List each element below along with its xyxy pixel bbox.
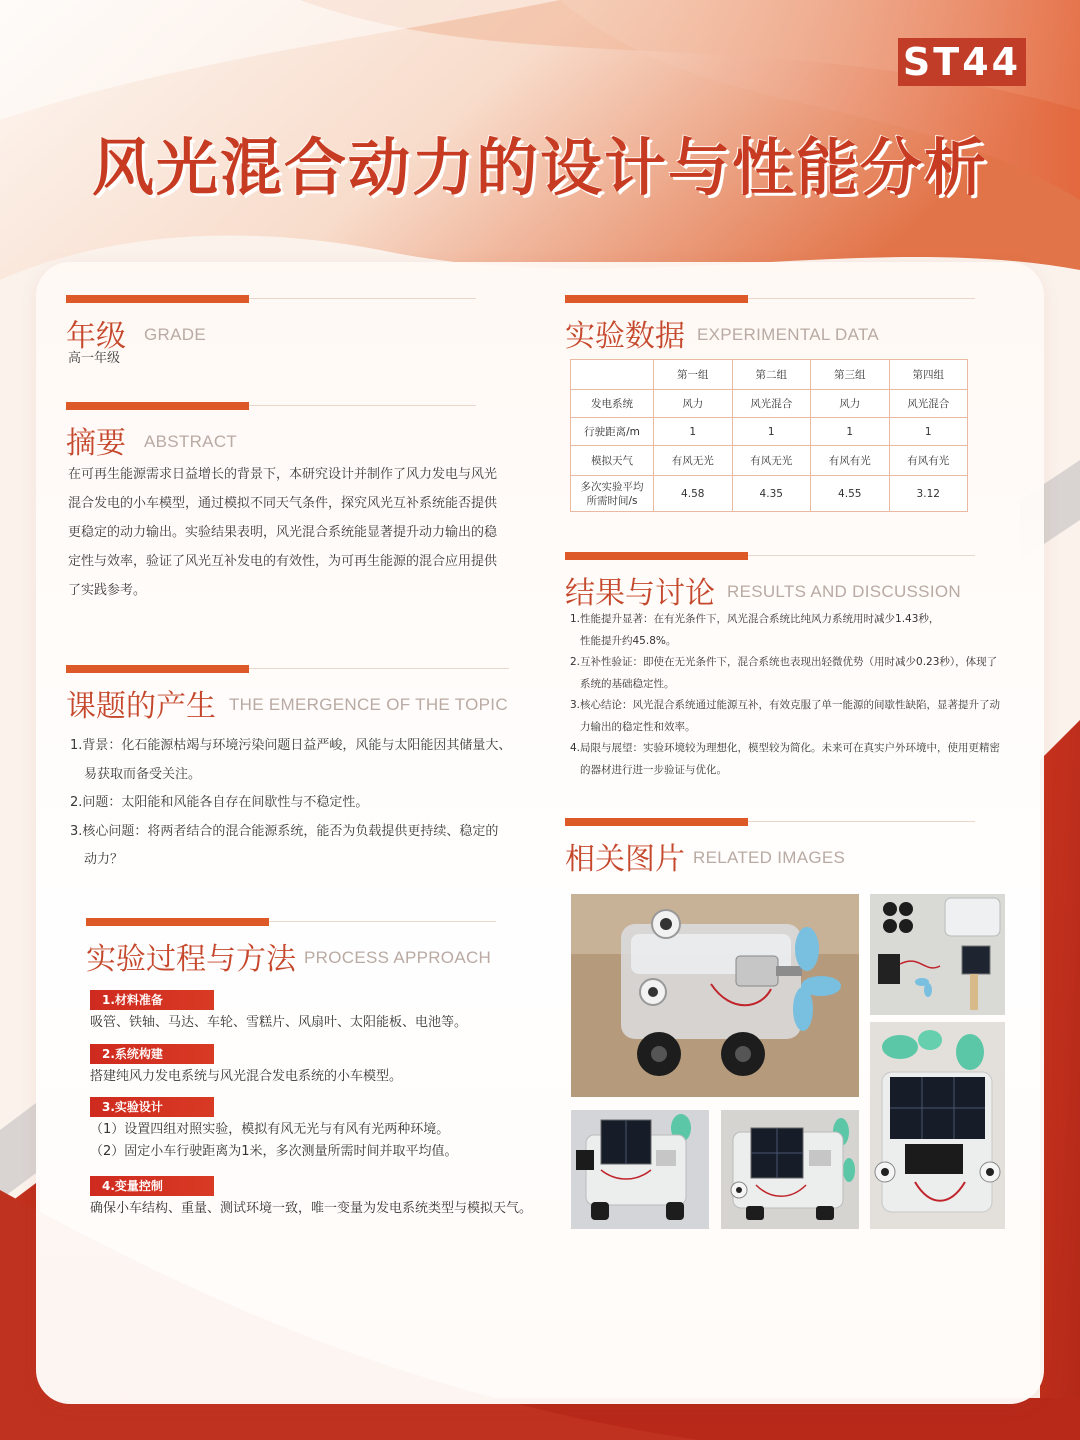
section-title-cn: 实验过程与方法 [86,942,296,977]
section-topic-header [66,665,526,724]
section-title-en: ABSTRACT [144,432,238,451]
table-cell: 风力 [654,390,733,418]
topic-item [70,818,530,875]
table-cell: 风光混合 [732,390,811,418]
photo-solar-car-front [870,1022,1005,1229]
table-row-label: 模拟天气 [571,446,654,476]
table-row-label-line: 多次实验平均 [580,480,644,493]
results-item [570,652,1020,695]
process-step-text: 搭建纯风力发电系统与风光混合发电系统的小车模型。 [90,1069,403,1084]
page-title: 风光混合动力的设计与性能分析 [91,131,988,204]
experiment-data-table [570,359,968,512]
section-abstract-header [66,402,486,461]
table-header-cell: 第二组 [732,360,811,390]
process-tag-variables: 4.变量控制 [90,1176,214,1196]
photo-solar-car-side [571,1110,709,1229]
topic-item [70,732,530,789]
results-list [570,609,1020,781]
table-row-label-line: 所需时间/s [586,494,638,507]
section-title-en: RESULTS AND DISCUSSION [727,582,961,601]
photo-solar-car-top [721,1110,859,1229]
table-header-row [571,360,968,390]
table-cell: 1 [889,418,968,446]
table-row-label: 发电系统 [571,390,654,418]
abstract-line: 在可再生能源需求日益增长的背景下，本研究设计并制作了风力发电与风光 [68,467,498,482]
poster-code-badge: ST44 [898,38,1026,86]
grade-value: 高一年级 [68,351,121,366]
table-cell: 风光混合 [889,390,968,418]
section-results-header [565,552,980,611]
section-title-cn: 相关图片 [565,842,685,877]
table-cell: 有风有光 [811,446,890,476]
table-row [571,418,968,446]
abstract-text [68,460,538,605]
table-row [571,476,968,512]
abstract-line: 了实践参考。 [68,583,147,598]
table-cell: 1 [811,418,890,446]
topic-item-cont: 动力？ [84,852,124,867]
process-step-text: 吸管、铁轴、马达、车轮、雪糕片、风扇叶、太阳能板、电池等。 [90,1015,468,1030]
results-item-first: 4.局限与展望：实验环境较为理想化，模型较为简化。未来可在真实户外环境中，使用更精密 [570,742,1001,754]
section-process-header [86,918,506,977]
results-item-cont: 力输出的稳定性和效率。 [580,720,696,733]
results-item-first: 2.互补性验证：即使在无光条件下，混合系统也表现出轻微优势（用时减少0.23秒），体现了 [570,656,998,668]
section-title-en: EXPERIMENTAL DATA [697,325,880,344]
topic-item-first: 1.背景：化石能源枯竭与环境污染问题日益严峻，风能与太阳能因其储量大、 [70,738,512,753]
table-cell: 有风无光 [654,446,733,476]
table-cell: 有风有光 [889,446,968,476]
table-header-cell: 第四组 [889,360,968,390]
process-tag-materials: 1.材料准备 [90,990,214,1010]
abstract-line: 更稳定的动力输出。实验结果表明，风光混合系统能显著提升动力输出的稳 [68,525,498,540]
results-item [570,738,1020,781]
abstract-line: 混合发电的小车模型，通过模拟不同天气条件，探究风光互补系统能否提供 [68,496,498,511]
topic-item-first: 2.问题：太阳能和风能各自存在间歇性与不稳定性。 [70,795,369,810]
table-cell: 1 [654,418,733,446]
table-row [571,446,968,476]
results-item [570,609,1020,652]
process-step-text: （2）固定小车行驶距离为1米，多次测量所需时间并取平均值。 [90,1144,458,1159]
results-item [570,695,1020,738]
table-cell: 4.55 [811,476,890,512]
topic-item-first: 3.核心问题：将两者结合的混合能源系统，能否为负载提供更持续、稳定的 [70,823,499,839]
abstract-line: 定性与效率，验证了风光互补发电的有效性，为可再生能源的混合应用提供 [68,554,498,569]
section-grade-header [66,295,486,354]
table-row-label: 行驶距离/m [571,418,654,446]
results-item-first: 1.性能提升显著：在有光条件下，风光混合系统比纯风力系统用时减少1.43秒， [570,613,940,625]
topic-list [70,732,530,875]
table-cell: 4.58 [654,476,733,512]
results-item-cont: 的器材进行进一步验证与优化。 [580,763,727,776]
table-cell: 风力 [811,390,890,418]
table-header-cell: 第一组 [654,360,733,390]
table-cell: 3.12 [889,476,968,512]
table-header-cell: 第三组 [811,360,890,390]
section-title-en: THE EMERGENCE OF THE TOPIC [229,695,508,714]
results-item-cont: 性能提升约45.8%。 [580,634,677,647]
photo-components [870,894,1005,1015]
table-cell: 1 [732,418,811,446]
process-step-text: 确保小车结构、重量、测试环境一致，唯一变量为发电系统类型与模拟天气。 [90,1201,533,1216]
topic-item-cont: 易获取而备受关注。 [84,766,202,782]
section-title-cn: 摘要 [66,426,126,461]
section-title-cn: 结果与讨论 [565,576,715,611]
section-title-en: GRADE [144,325,206,344]
section-experiment-header [565,295,980,354]
topic-item [70,789,530,818]
process-step-text: （1）设置四组对照实验，模拟有风无光与有风有光两种环境。 [90,1122,450,1137]
process-tag-design: 3.实验设计 [90,1097,214,1117]
photo-wind-car [571,894,859,1097]
table-cell [571,360,654,390]
table-cell: 4.35 [732,476,811,512]
table-cell: 有风无光 [732,446,811,476]
section-title-cn: 实验数据 [565,319,685,354]
section-title-en: RELATED IMAGES [693,848,846,867]
results-item-first: 3.核心结论：风光混合系统通过能源互补，有效克服了单一能源的间歇性缺陷，显著提升了动 [570,699,1001,711]
table-row-label [571,476,654,512]
results-item-cont: 系统的基础稳定性。 [580,677,675,690]
section-title-cn: 课题的产生 [66,689,216,724]
process-tag-system: 2.系统构建 [90,1044,214,1064]
section-title-cn: 年级 [66,319,126,354]
table-row [571,390,968,418]
section-title-en: PROCESS APPROACH [304,948,492,967]
section-images-header [565,818,980,877]
